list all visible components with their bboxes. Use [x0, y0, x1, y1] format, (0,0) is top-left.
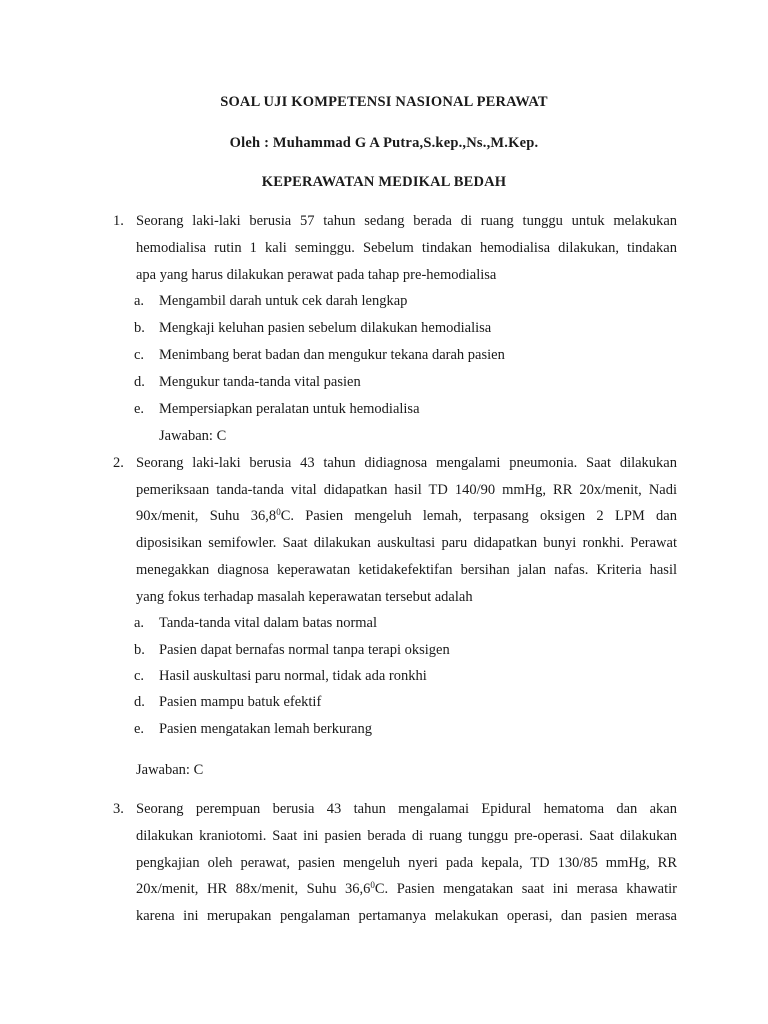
question-text-line-with-superscript [136, 508, 677, 525]
answer-line: Jawaban: C [159, 428, 227, 444]
option-text: Mempersiapkan peralatan untuk hemodialisa [159, 401, 420, 417]
option-letter: d. [134, 694, 145, 710]
option-letter: d. [134, 374, 145, 390]
option-letter: e. [134, 401, 145, 417]
option-letter: b. [134, 320, 145, 336]
answer-line: Jawaban: C [136, 762, 204, 778]
question-text-line: dilakukan kraniotomi. Saat ini pasien berada di ruang tunggu pre-operasi. Saat dilakukan [136, 828, 677, 844]
option-text: Mengukur tanda-tanda vital pasien [159, 374, 361, 390]
question-text-line: Seorang perempuan berusia 43 tahun mengalamai Epidural hematoma dan akan [136, 801, 677, 817]
option-letter: c. [134, 668, 145, 684]
option-letter: e. [134, 721, 145, 737]
degree-superscript: 0 [370, 880, 375, 890]
question-text-line: yang fokus terhadap masalah keperawatan tersebut adalah [136, 589, 473, 605]
option-letter: a. [134, 615, 145, 631]
question-number: 1. [113, 213, 124, 229]
option-text: Tanda-tanda vital dalam batas normal [159, 615, 378, 631]
question-text-line: karena ini merupakan pengalaman pertamanya melakukan operasi, dan pasien merasa [136, 908, 677, 924]
option-letter: b. [134, 642, 145, 658]
option-letter: c. [134, 347, 145, 363]
question-number: 2. [113, 455, 124, 471]
question-text-line: menegakkan diagnosa keperawatan ketidakefektifan bersihan jalan nafas. Kriteria hasil [136, 562, 677, 578]
author-line: Oleh : Muhammad G A Putra,S.kep.,Ns.,M.Kep. [229, 135, 539, 151]
text-fragment: 20x/menit, HR 88x/menit, Suhu 36,6 [136, 881, 371, 897]
degree-superscript: 0 [276, 507, 281, 517]
question-text-line-with-superscript [136, 881, 677, 898]
document-title: SOAL UJI KOMPETENSI NASIONAL PERAWAT [220, 94, 548, 110]
question-text-line: hemodialisa rutin 1 kali seminggu. Sebelum tindakan hemodialisa dilakukan, tindakan [136, 240, 677, 256]
text-fragment: 90x/menit, Suhu 36,8 [136, 508, 277, 524]
option-text: Pasien dapat bernafas normal tanpa terapi oksigen [159, 642, 450, 658]
option-text: Pasien mengatakan lemah berkurang [159, 721, 372, 737]
question-text-line: apa yang harus dilakukan perawat pada tahap pre-hemodialisa [136, 267, 497, 283]
option-text: Menimbang berat badan dan mengukur tekana darah pasien [159, 347, 505, 363]
question-text-line: pengkajian oleh perawat, pasien mengeluh nyeri pada kepala, TD 130/85 mmHg, RR [136, 855, 677, 871]
option-text: Hasil auskultasi paru normal, tidak ada ronkhi [159, 668, 427, 684]
question-text-line: diposisikan semifowler. Saat dilakukan auskultasi paru didapatkan bunyi ronkhi. Perawat [136, 535, 677, 551]
section-heading: KEPERAWATAN MEDIKAL BEDAH [261, 174, 507, 190]
option-text: Pasien mampu batuk efektif [159, 694, 322, 710]
text-fragment: C. Pasien mengatakan saat ini merasa khawatir [374, 881, 677, 897]
question-number: 3. [113, 801, 124, 817]
option-text: Mengkaji keluhan pasien sebelum dilakukan hemodialisa [159, 320, 492, 336]
option-text: Mengambil darah untuk cek darah lengkap [159, 293, 408, 309]
question-text-line: Seorang laki-laki berusia 43 tahun didiagnosa mengalami pneumonia. Saat dilakukan [136, 455, 677, 471]
text-fragment: C. Pasien mengeluh lemah, terpasang oksigen 2 LPM dan [280, 508, 677, 524]
option-letter: a. [134, 293, 145, 309]
question-text-line: pemeriksaan tanda-tanda vital didapatkan hasil TD 140/90 mmHg, RR 20x/menit, Nadi [136, 482, 677, 498]
question-text-line: Seorang laki-laki berusia 57 tahun sedang berada di ruang tunggu untuk melakukan [136, 213, 677, 229]
